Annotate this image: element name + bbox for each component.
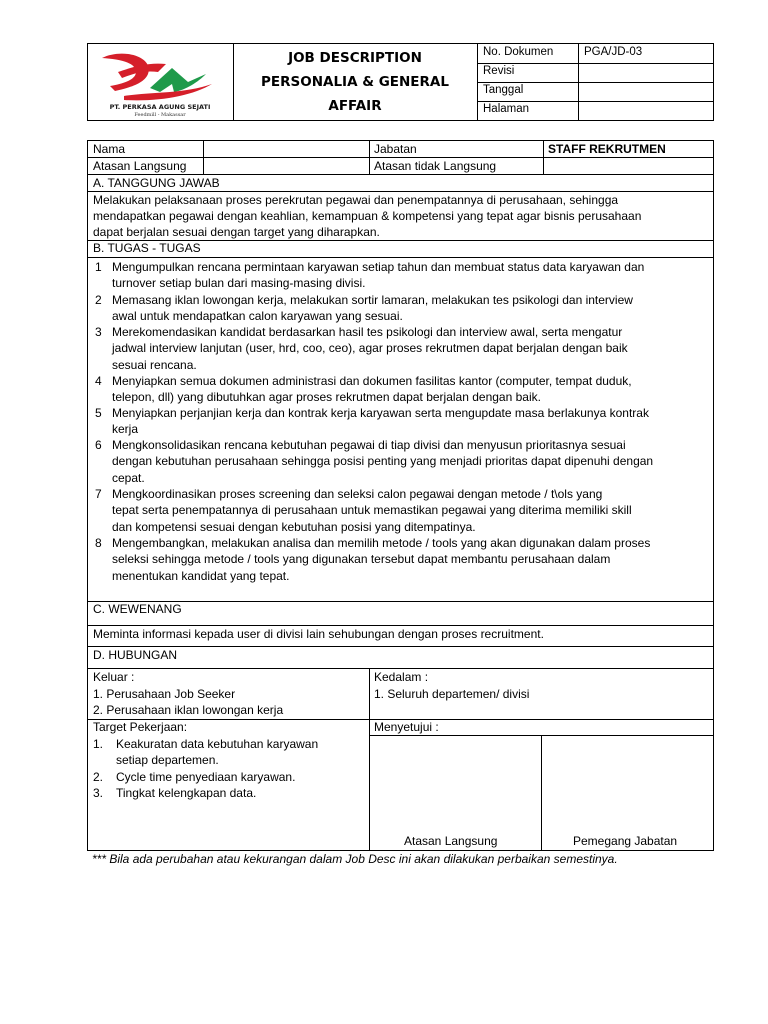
task-line: dengan kebutuhan perusahaan sehingga posisi penting yang menjadi prioritas dapat dipenuhi dengan bbox=[112, 454, 654, 469]
jabatan-value: STAFF REKRUTMEN bbox=[548, 142, 666, 156]
task-line: Menyiapkan perjanjian kerja dan kontrak kerja karyawan serta mengupdate masa berlakunya kontrak bbox=[112, 406, 649, 420]
task-line: Mengembangkan, melakukan analisa dan memilih metode / tools yang akan digunakan dalam proses bbox=[112, 536, 651, 550]
task-line: Memasang iklan lowongan kerja, melakukan sortir lamaran, melakukan tes psikologi dan interview bbox=[112, 293, 633, 307]
task-number: 8 bbox=[95, 536, 102, 550]
title-line-1: JOB DESCRIPTION bbox=[288, 50, 422, 66]
target-item bbox=[93, 736, 363, 769]
document-header bbox=[87, 43, 714, 121]
section-c-text: Meminta informasi kepada user di divisi lain sehubungan dengan proses recruitment. bbox=[93, 627, 544, 641]
task-item bbox=[95, 437, 707, 487]
meta-row-dokumen bbox=[478, 44, 714, 64]
company-logo-icon bbox=[88, 44, 233, 120]
target-label: Target Pekerjaan: bbox=[93, 720, 188, 734]
task-line: Merekomendasikan kandidat berdasarkan hasil tes psikologi dan interview awal, serta mengatur bbox=[112, 325, 623, 339]
task-number: 2 bbox=[95, 293, 102, 307]
section-b-title: B. TUGAS - TUGAS bbox=[93, 241, 201, 255]
task-item bbox=[95, 292, 707, 326]
target-item bbox=[93, 769, 363, 786]
task-number: 1 bbox=[95, 260, 102, 274]
keluar-block bbox=[93, 669, 283, 719]
task-line: cepat. bbox=[112, 470, 145, 485]
job-description-table bbox=[87, 140, 714, 851]
task-line: Menyiapkan semua dokumen administrasi dan dokumen fasilitas kantor (computer, tempat duduk, bbox=[112, 374, 632, 388]
jabatan-label: Jabatan bbox=[374, 142, 417, 156]
task-line: seleksi sehingga metode / tools yang digunakan tersebut dapat membantu perusahaan dalam bbox=[112, 552, 611, 567]
company-subtitle: Feedmill - Makassar bbox=[134, 112, 186, 118]
footnote: *** Bila ada perubahan atau kekurangan dalam Job Desc ini akan dilakukan perbaikan semestinya. bbox=[92, 852, 618, 866]
task-line: menentukan kandidat yang tepat. bbox=[112, 568, 290, 583]
meta-label: Halaman bbox=[483, 103, 530, 115]
meta-label: Tanggal bbox=[483, 84, 524, 96]
meta-label: No. Dokumen bbox=[483, 46, 554, 58]
task-line: Mengkonsolidasikan rencana kebutuhan pegawai di tiap divisi dan menyusun prioritasnya sesuai bbox=[112, 438, 626, 452]
task-line: kerja bbox=[112, 422, 139, 437]
task-item bbox=[95, 373, 707, 407]
sign-pemegang-jabatan: Pemegang Jabatan bbox=[573, 834, 678, 848]
task-line: Mengumpulkan rencana permintaan karyawan setiap tahun dan membuat status data karyawan dan bbox=[112, 260, 645, 274]
task-item bbox=[95, 486, 707, 536]
atasan-tidak-langsung-label: Atasan tidak Langsung bbox=[374, 159, 497, 173]
task-line: Mengkoordinasikan proses screening dan seleksi calon pegawai dengan metode / t\ols yang bbox=[112, 487, 603, 501]
meta-row-halaman bbox=[478, 101, 714, 120]
task-line: awal untuk mendapatkan calon karyawan yang sesuai. bbox=[112, 309, 403, 324]
nama-label: Nama bbox=[93, 142, 126, 156]
target-block bbox=[93, 719, 363, 802]
task-number: 6 bbox=[95, 438, 102, 452]
kedalam-label: Kedalam : bbox=[374, 670, 429, 684]
task-line: turnover setiap bulan dari masing-masing divisi. bbox=[112, 276, 366, 291]
title-line-2: PERSONALIA & GENERAL bbox=[261, 74, 449, 90]
section-c-title: C. WEWENANG bbox=[93, 602, 182, 616]
keluar-item: 2. Perusahaan iklan lowongan kerja bbox=[93, 703, 284, 717]
keluar-label: Keluar : bbox=[93, 670, 135, 684]
section-a-line: Melakukan pelaksanaan proses perekrutan pegawai dan penempatannya di perusahaan, sehingga bbox=[93, 193, 619, 207]
task-number: 7 bbox=[95, 487, 102, 501]
task-line: sesuai rencana. bbox=[112, 357, 197, 372]
task-item bbox=[95, 535, 707, 585]
section-a-title: A. TANGGUNG JAWAB bbox=[93, 176, 220, 190]
target-line: Tingkat kelengkapan data. bbox=[116, 786, 257, 800]
task-number: 5 bbox=[95, 406, 102, 420]
task-line: jadwal interview lanjutan (user, hrd, coo, ceo), agar proses rekrutmen dapat berjalan dengan baik bbox=[112, 341, 628, 356]
section-a-line: dapat berjalan sesuai dengan target yang diharapkan. bbox=[93, 225, 380, 239]
target-line: Cycle time penyediaan karyawan. bbox=[116, 769, 296, 784]
section-a-line: mendapatkan pegawai dengan keahlian, kemampuan & kompetensi yang tepat agar bisnis perusahaan bbox=[93, 209, 642, 223]
document-title bbox=[233, 44, 478, 120]
company-logo-cell bbox=[88, 44, 234, 120]
kedalam-item: 1. Seluruh departemen/ divisi bbox=[374, 686, 530, 701]
task-item bbox=[95, 324, 707, 374]
target-number: 1. bbox=[93, 736, 104, 751]
target-line: Keakuratan data kebutuhan karyawan bbox=[116, 736, 319, 751]
meta-row-tanggal bbox=[478, 82, 714, 102]
section-a-text bbox=[93, 192, 708, 240]
task-number: 3 bbox=[95, 325, 102, 339]
section-d-title: D. HUBUNGAN bbox=[93, 648, 178, 662]
meta-row-revisi bbox=[478, 63, 714, 83]
target-line: setiap departemen. bbox=[116, 753, 219, 767]
target-item bbox=[93, 785, 363, 802]
task-number: 4 bbox=[95, 374, 102, 388]
task-item bbox=[95, 405, 707, 439]
title-line-3: AFFAIR bbox=[328, 98, 382, 114]
atasan-langsung-label: Atasan Langsung bbox=[93, 159, 187, 173]
task-item bbox=[95, 259, 707, 293]
keluar-item: 1. Perusahaan Job Seeker bbox=[93, 686, 236, 701]
kedalam-block bbox=[374, 669, 529, 702]
company-name: PT. PERKASA AGUNG SEJATI bbox=[109, 103, 211, 111]
task-line: telepon, dll) yang dibutuhkan agar proses rekrutmen dapat berjalan dengan baik. bbox=[112, 390, 541, 405]
target-number: 2. bbox=[93, 769, 104, 784]
menyetujui-label: Menyetujui : bbox=[374, 720, 439, 734]
meta-value: PGA/JD-03 bbox=[584, 46, 643, 58]
target-number: 3. bbox=[93, 786, 104, 800]
meta-label: Revisi bbox=[483, 65, 515, 77]
task-line: tepat serta penempatannya di perusahaan untuk memastikan pegawai yang diterima memiliki skill bbox=[112, 503, 632, 518]
document-meta bbox=[478, 44, 714, 120]
sign-atasan-langsung: Atasan Langsung bbox=[404, 834, 498, 848]
task-line: dan kompetensi sesuai dengan kebutuhan posisi yang ditempatinya. bbox=[112, 519, 476, 534]
